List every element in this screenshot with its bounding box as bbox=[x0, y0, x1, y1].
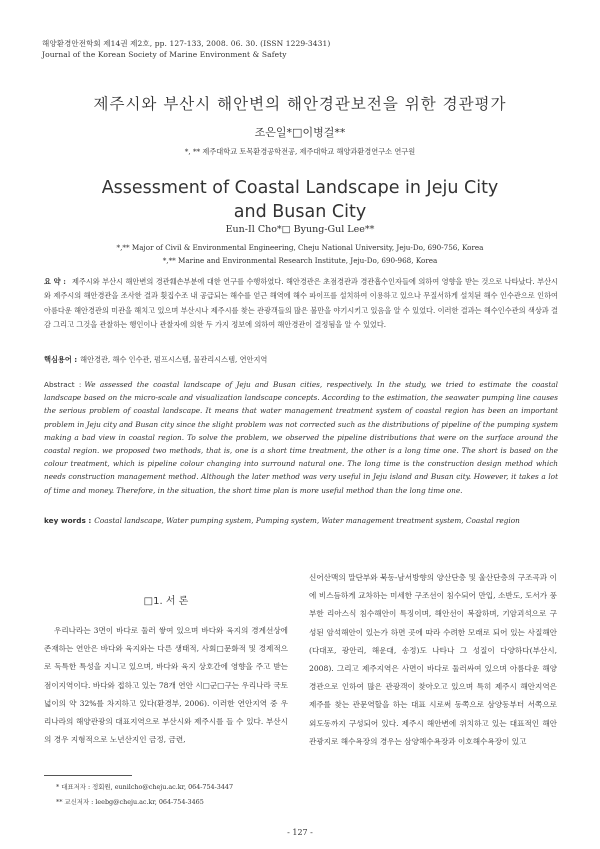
abstract-english-text: We assessed the coastal landscape of Jeju and Busan cities, respectively. In the study, we tried to estimate the coastal landscape based on the micro-scale and visualization landscape concepts. According to the estimation, the seawater pumping line causes the serious problem of coastal landscape. It means that water management treatment system of coastal region has been an important problem in Jeju city and Busan city since the slight problem was not corrected such as the distributions of pipeline of the pumping system making a bad view in coastal region. To solve the problem, we observed the pipeline distributions that were on the surface around the coastal region. we proposed two methods, that is, one is a short time treatment, the other is a long time one. The short is based on the colour treatment, which is pipeline colour changing into surround natural one. The long time is the construction design method which needs construction management method. Although the later method was very useful in Jeju island and Busan city. However, it takes a lot of time and money. Therefore, in the situation, the short time plan is more useful method than the long time one. bbox=[44, 380, 558, 495]
title-english bbox=[0, 176, 600, 224]
keywords-english-label: key words : bbox=[44, 516, 92, 525]
title-english-line2: and Busan City bbox=[233, 202, 367, 222]
journal-header-en: Journal of the Korean Society of Marine Environment & Safety bbox=[42, 50, 287, 59]
affiliation-korean: *, ** 제주대학교 토목환경공학전공, 제주대학교 해양과환경연구소 연구원 bbox=[184, 147, 416, 156]
footnote-contact-author: ** 교신저자 : leebg@cheju.ac.kr, 064-754-3465 bbox=[56, 798, 204, 806]
footnote-divider bbox=[44, 775, 132, 776]
title-english-line1: Assessment of Coastal Landscape in Jeju City bbox=[101, 178, 499, 198]
abstract-english bbox=[44, 378, 558, 497]
keywords-korean-text: 해안경관, 해수 인수관, 펌프시스템, 물관리시스템, 연안지역 bbox=[80, 355, 268, 364]
page-number: - 127 - bbox=[287, 828, 313, 837]
footnote-corresponding-author: * 대표저자 : 정회원, eunilcho@cheju.ac.kr, 064-754-3447 bbox=[56, 783, 234, 791]
journal-header bbox=[42, 38, 330, 60]
keywords-korean-label: 핵심용어 : bbox=[44, 355, 78, 364]
abstract-korean-label: 요 약 : bbox=[44, 277, 66, 286]
keywords-english-text: Coastal landscape, Water pumping system, Pumping system, Water management treatment system, Coastal region bbox=[94, 516, 520, 525]
affiliation-english bbox=[0, 241, 600, 267]
affiliation-english-2: *,** Marine and Environmental Research Institute, Jeju-Do, 690-968, Korea bbox=[162, 256, 438, 265]
authors-english: Eun-Il Cho*□ Byung-Gul Lee** bbox=[225, 224, 375, 235]
title-korean: 제주시와 부산시 해안변의 해안경관보전을 위한 경관평가 bbox=[93, 95, 507, 113]
keywords-english bbox=[44, 516, 558, 525]
abstract-korean-text: 제주시와 부산시 해안변의 경관훼손부분에 대한 연구를 수행하였다. 해안경관은 초점경관과 경관흡수인자들에 의하여 영향을 받는 것으로 나타났다. 부산시와 제주시의 해안경관을 조사한 결과 횟집수조 내 공급되는 해수를 얻근 해역에 해수 파이프를 설치하여 이용하고 있으나 무질서하게 설치된 해수 인수관으로 인하여 아름다운 해안경관의 미관을 해치고 있으며 부산시나 제주시를 찾는 관광객들의 많은 불만을 야기시키고 있음을 알 수 있었다. 이러한 결과는 해수인수관의 색상과 결감 그리고 그것을 관찰하는 행인이나 관찰자에 의한 두 가지 정보에 의하여 해안경관이 결정됨을 알 수 있었다. bbox=[44, 277, 558, 329]
abstract-korean bbox=[44, 275, 558, 332]
affiliation-english-1: *,** Major of Civil & Environmental Engineering, Cheju National University, Jeju-Do, 690-756, Korea bbox=[116, 243, 484, 252]
body-column-right: 신어산맥의 말단부와 북동-남서방향의 양산단층 및 울산단층의 구조곡과 이에 비스듬하게 교차하는 미세한 구조선이 침수되어 만입, 소반도, 도서가 풍부한 리아스식 침수해안이 특징이며, 해안선이 복잡하며, 기암괴석으로 구성된 암석해안이 있는가 하면 곳에 따라 수려한 모래로 되어 있는 사질해안(다대포, 광안리, 해운대, 송정)도 나타나 그 성질이 다양하다(부산시, 2008). 그리고 제주지역은 사면이 바다로 둘러싸여 있으며 아름다운 해양경관으로 인하여 많은 관광객이 찾아오고 있으며 특히 제주시 해안지역은 제주를 찾는 관문역할을 하는 대표 시로써 동쪽으로 삼양동부터 서쪽으로 외도동까지 구성되어 있다. 제주시 해안변에 위치하고 있는 대표적인 해안 관광지로 해수욕장의 경우는 삼양해수욕장과 이호해수욕장이 있고 bbox=[309, 573, 557, 746]
journal-header-ko: 해양환경안전학회 제14권 제2호, pp. 127-133, 2008. 06. 30. (ISSN 1229-3431) bbox=[42, 39, 331, 48]
section-title-introduction: □1. 서 론 bbox=[143, 596, 189, 607]
keywords-korean bbox=[44, 355, 558, 365]
body-column-left: 우리나라는 3면이 바다로 둘러 쌓여 있으며 바다와 육지의 경계선상에 존재하는 연안은 바다와 육지와는 다른 생태적, 사회□문화적 및 경제적으로 독특한 특성을 지니고 있으며, 바다와 육지 상호간에 영향을 주고 받는 점이지역이다. 바다와 접하고 있는 78개 연안 시□군□구는 우리나라 국토 넓이의 약 32%를 차지하고 있다(환경부, 2006). 이러한 연안지역 중 우리나라의 해양관광의 대표지역으로 부산시와 제주시를 들 수 있다. 부산시의 경우 지형적으로 노년산지인 금정, 금련, bbox=[44, 626, 288, 745]
authors-korean: 조은일*□이병걸** bbox=[254, 126, 346, 139]
abstract-english-label: Abstract : bbox=[44, 380, 82, 389]
